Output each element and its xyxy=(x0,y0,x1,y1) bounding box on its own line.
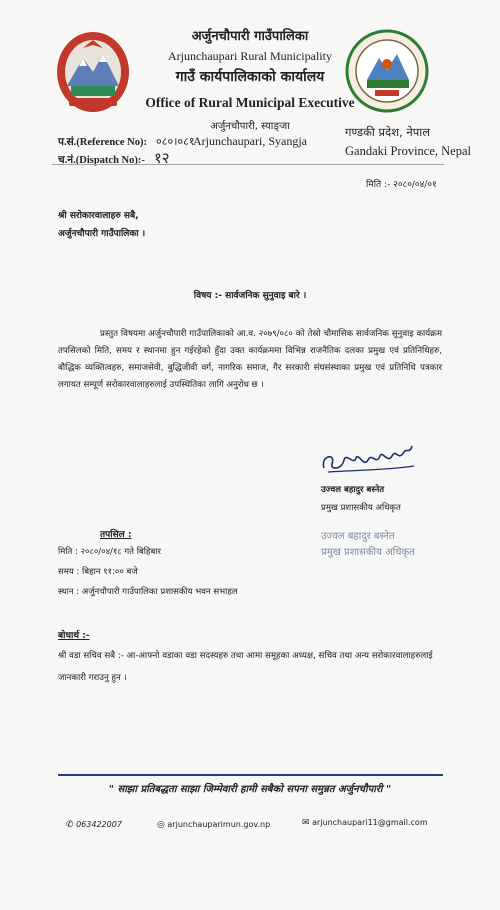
footer-slogan: " साझा प्रतिबद्धता साझा जिम्मेवारी हामी सबैको सपना समुन्नत अर्जुनचौपारी " xyxy=(108,784,392,795)
office-name-en: Office of Rural Municipal Executive xyxy=(145,95,355,110)
letter-date: मिति :- २०८०/०४/०१ xyxy=(366,180,437,190)
official-stamp-position: प्रमुख प्रशासकीय अधिकृत xyxy=(321,547,415,558)
dispatch-value: १२ xyxy=(153,149,170,167)
header-divider xyxy=(52,164,444,165)
recipient-line-1: श्री सरोकारवालाहरु सबै, xyxy=(58,211,139,221)
address-np: अर्जुनचौपारी, स्याङ्जा xyxy=(210,121,290,132)
reference-value: ०८०।०८१ xyxy=(156,135,195,148)
footer-email[interactable] xyxy=(302,818,428,828)
phone-number: 063422007 xyxy=(76,820,122,829)
official-stamp-name: उज्वल बहादुर बस्नेत xyxy=(321,531,395,542)
phone-icon: ✆ xyxy=(66,820,74,830)
website-url: arjunchauparimun.gov.np xyxy=(167,820,271,829)
cc-text: श्री वडा सचिव सबै :- आ-आफ्नो वडाका वडा सदस्यहरु तथा आमा समूहका अध्यक्ष, सचिव तथा अन्य सरोकारवालाहरुलाई जानकारी गराउनु हुन । xyxy=(58,651,433,683)
address-en: Arjunchaupari, Syangja xyxy=(193,134,307,148)
email-address: arjunchaupari11@gmail.com xyxy=(312,818,428,827)
details-date: मिति : २०८०/०४/१८ गते बिहिबार xyxy=(58,547,162,557)
globe-icon: ◎ xyxy=(157,820,165,830)
province-en: Gandaki Province, Nepal xyxy=(345,144,472,158)
footer-divider xyxy=(58,774,443,776)
signatory-position: प्रमुख प्रशासकीय अधिकृत xyxy=(321,503,401,513)
subject-line: विषय :- सार्वजनिक सुनुवाइ बारे । xyxy=(193,291,307,301)
nepal-emblem-logo xyxy=(53,28,133,116)
province-np: गण्डकी प्रदेश, नेपाल xyxy=(345,125,431,139)
footer-website[interactable] xyxy=(157,820,270,830)
gandaki-province-logo xyxy=(345,28,430,114)
cc-heading: बोधार्थ :- xyxy=(58,631,90,641)
reference-label: प.सं.(Reference No): xyxy=(58,137,147,148)
office-name-np: गाउँ कार्यपालिकाको कार्यालय xyxy=(175,69,325,85)
mail-icon: ✉ xyxy=(302,818,310,828)
dispatch-label: च.नं.(Dispatch No):- xyxy=(58,155,145,166)
dispatch-number-row xyxy=(58,148,170,168)
municipality-name-np: अर्जुनचौपारी गाउँपालिका xyxy=(191,29,309,44)
signature xyxy=(318,440,418,480)
details-time: समय : बिहान ११:०० बजे xyxy=(58,567,138,577)
reference-number-row xyxy=(58,130,195,149)
recipient-line-2: अर्जुनचौपारी गाउँपालिका । xyxy=(58,229,146,239)
footer-phone xyxy=(66,820,122,830)
details-place: स्थान : अर्जुनचौपारी गाउँपालिका प्रशासकीय भवन सभाहल xyxy=(58,587,238,597)
details-heading: तपसिल : xyxy=(100,530,132,540)
signatory-name: उज्वल बहादुर बस्नेत xyxy=(321,485,385,495)
municipality-name-en: Arjunchaupari Rural Municipality xyxy=(168,49,332,63)
body-paragraph: प्रस्तुत विषयमा अर्जुनचौपारी गाउँपालिकाको आ.व. २०७९/०८० को तेस्रो चौमासिक सार्वजनिक सुनुवाइ कार्यक्रम तपसिलको मिति, समय र स्थानमा हुन गईरहेको हुँदा उक्त कार्यक्रममा विभिन्न राजनैतिक दलका प्रमुख एवं प्रतिनिधिहरु, बौद्धिक व्यक्तित्वहरु, समाजसेवी, बुद्धिजीवी वर्ग, नागरिक समाज, गैर सरकारी संघसंस्थाका प्रमुख एवं प्रतिनिधि पत्रकार लगायत सम्पूर्ण सरोकारवालाहरुलाई उपस्थितिका लागि अनुरोध छ । xyxy=(58,329,442,390)
